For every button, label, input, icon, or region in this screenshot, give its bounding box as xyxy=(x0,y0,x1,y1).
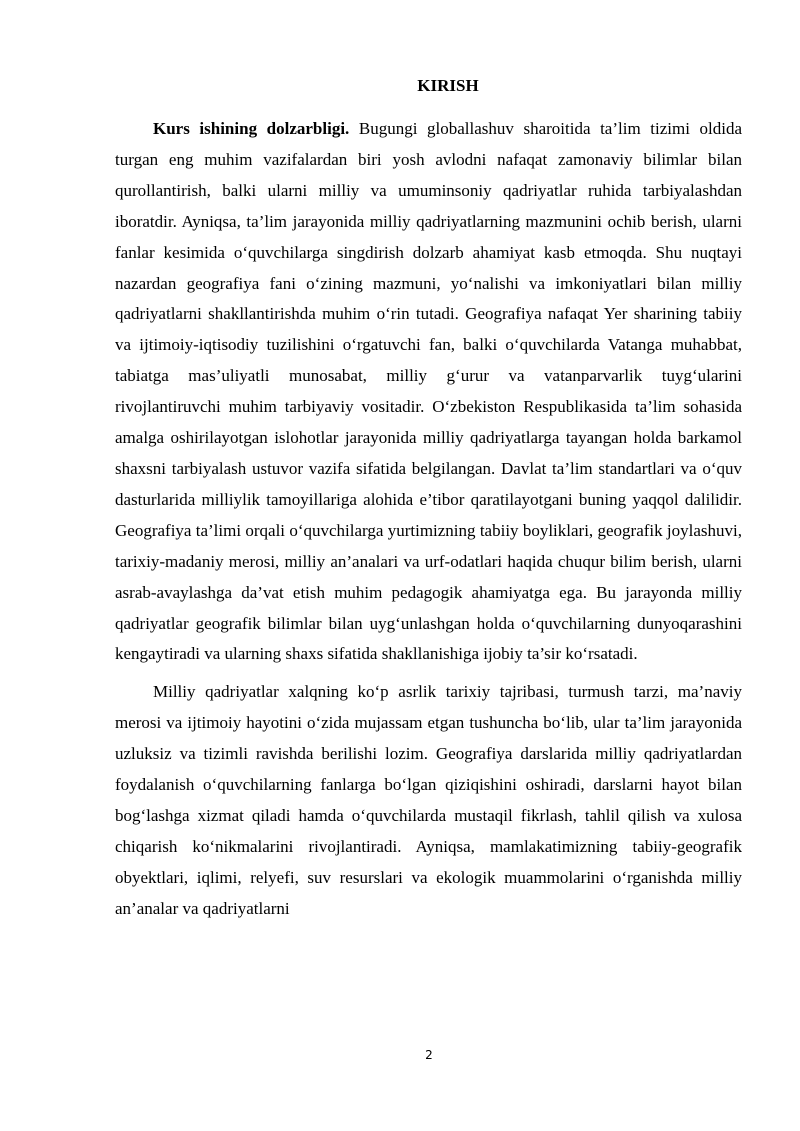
body-text xyxy=(115,114,742,925)
page-heading: KIRISH xyxy=(417,76,479,95)
page-number: 2 xyxy=(425,1048,433,1062)
paragraph-national-values xyxy=(115,677,742,924)
paragraph-text: Bugungi globallashuv sharoitida ta’lim tizimi oldida turgan eng muhim vazifalardan biri yosh avlodni nafaqat zamonaviy bilimlar bilan qurollantirish, balki ularni milliy va umuminsoniy qadriyatlar ruhida tarbiyalashdan iboratdir. Ayniqsa, ta’lim jarayonida milliy qadriyatlarning mazmunini ochib berish, ularni fanlar kesimida o‘quvchilarga singdirish dolzarb ahamiyat kasb etmoqda. Shu nuqtayi nazardan geografiya fani o‘zining mazmuni, yo‘nalishi va imkoniyatlari bilan milliy qadriyatlarni shakllantirishda muhim o‘rin tutadi. Geografiya nafaqat Yer sharining tabiiy va ijtimoiy-iqtisodiy tuzilishini o‘rgatuvchi fan, balki o‘quvchilarda Vatanga muhabbat, tabiatga mas’uliyatli munosabat, milliy g‘urur va vatanparvarlik tuyg‘ularini rivojlantiruvchi muhim tarbiyaviy vositadir. O‘zbekiston Respublikasida ta’lim sohasida amalga oshirilayotgan islohotlar jarayonida milliy qadriyatlarga tayangan holda barkamol shaxsni tarbiyalash ustuvor vazifa sifatida belgilangan. Davlat ta’lim standartlari va o‘quv dasturlarida milliylik tamoyillariga alohida e’tibor qaratilayotgani buning yaqqol dalilidir. Geografiya ta’limi orqali o‘quvchilarga yurtimizning tabiiy boyliklari, geografik joylashuvi, tarixiy-madaniy merosi, milliy an’analari va urf-odatlari haqida chuqur bilim berish, ularni asrab-avaylashga da’vat etish muhim pedagogik ahamiyatga ega. Bu jarayonda milliy qadriyatlar geografik bilimlar bilan uyg‘unlashgan holda o‘quvchilarning dunyoqarashini kengaytiradi va ularning shaxs sifatida shakllanishiga ijobiy ta’sir ko‘rsatadi. xyxy=(115,119,742,664)
paragraph-relevance xyxy=(115,114,742,670)
paragraph-lead: Kurs ishining dolzarbligi. xyxy=(153,119,350,138)
paragraph-text: Milliy qadriyatlar xalqning ko‘p asrlik tarixiy tajribasi, turmush tarzi, ma’naviy merosi va ijtimoiy hayotini o‘zida mujassam etgan tushuncha bo‘lib, ular ta’lim jarayonida uzluksiz va tizimli ravishda berilishi lozim. Geografiya darslarida milliy qadriyatlardan foydalanish o‘quvchilarning fanlarga bo‘lgan qiziqishini oshiradi, darslarni hayot bilan bog‘lashga xizmat qiladi hamda o‘quvchilarda mustaqil fikrlash, tahlil qilish va xulosa chiqarish ko‘nikmalarini rivojlantiradi. Ayniqsa, mamlakatimizning tabiiy-geografik obyektlari, iqlimi, relyefi, suv resurslari va ekologik muammolarini o‘rganishda milliy an’analar va qadriyatlarni xyxy=(115,682,742,918)
